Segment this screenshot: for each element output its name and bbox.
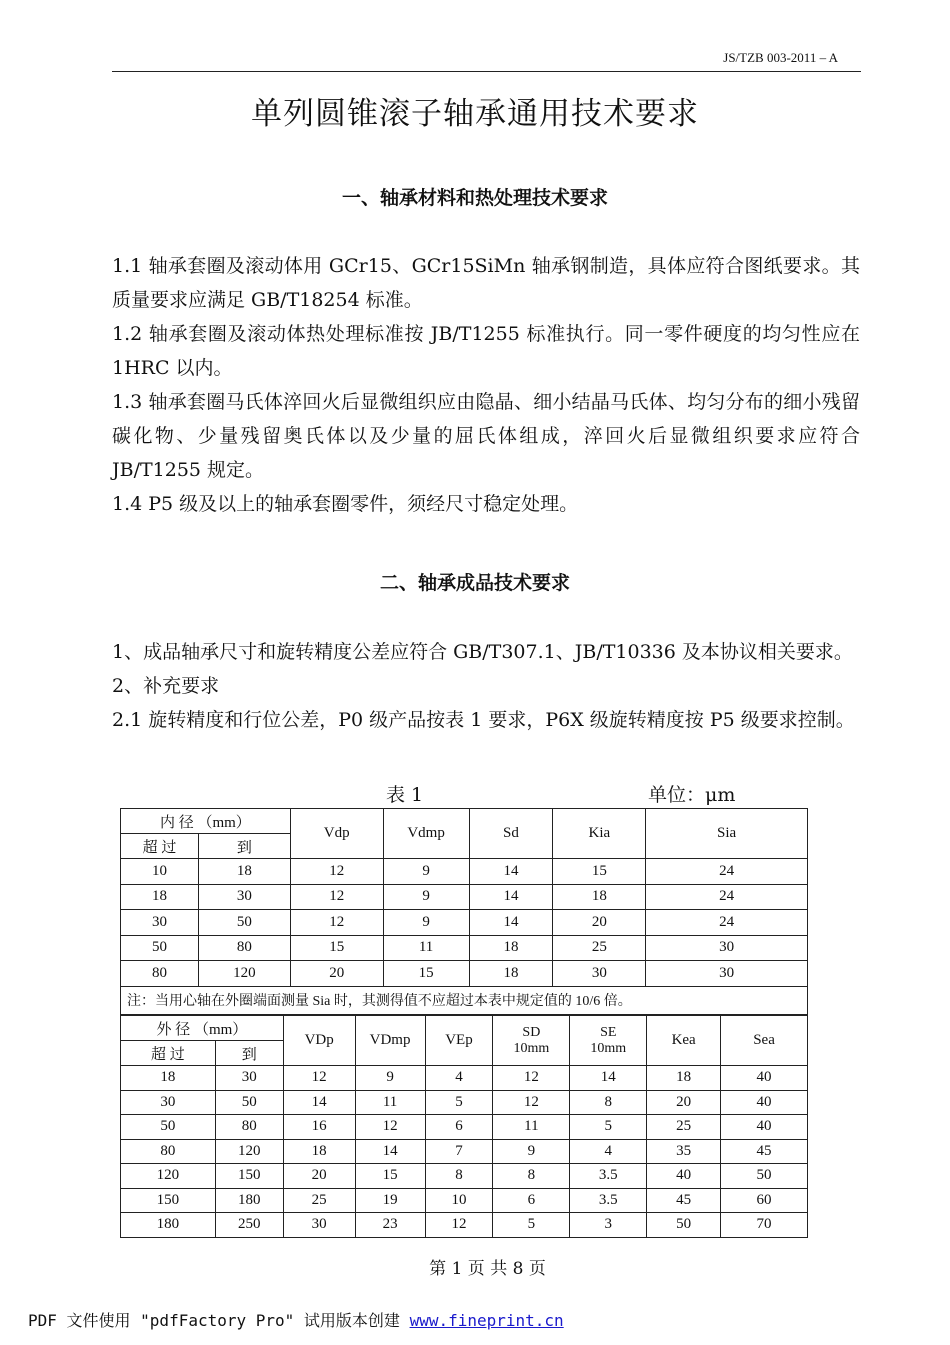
- header-to-outer: 到: [215, 1041, 283, 1066]
- table-cell: 18: [553, 884, 646, 910]
- table-cell: 30: [283, 1213, 355, 1238]
- table-cell: 120: [198, 961, 290, 987]
- header-from-outer: 超 过: [121, 1041, 216, 1066]
- table-row: [121, 884, 808, 910]
- header-vdmp-outer: VDmp: [355, 1016, 425, 1066]
- table-cell: 12: [493, 1066, 570, 1091]
- section1-body: [112, 249, 860, 521]
- table-cell: 11: [355, 1090, 425, 1115]
- header-vdmp: Vdmp: [383, 809, 469, 859]
- table-cell: 15: [355, 1164, 425, 1189]
- table-cell: 180: [121, 1213, 216, 1238]
- table-row: [121, 961, 808, 987]
- paragraph-1-1: 1.1 轴承套圈及滚动体用 GCr15、GCr15SiMn 轴承钢制造，具体应符合图纸要求。其质量要求应满足 GB/T18254 标准。: [112, 255, 860, 311]
- table-cell: 80: [121, 1139, 216, 1164]
- table-cell: 18: [283, 1139, 355, 1164]
- table-row: [121, 1164, 808, 1189]
- header-from: 超 过: [121, 834, 199, 859]
- inner-diameter-header: 内 径 （mm）: [121, 809, 291, 834]
- header-sd-label: SD: [522, 1024, 541, 1040]
- paragraph-2-2: 2、补充要求: [112, 675, 220, 697]
- table-cell: 50: [647, 1213, 721, 1238]
- header-vdp: Vdp: [290, 809, 383, 859]
- table-cell: 15: [290, 935, 383, 961]
- table-cell: 50: [121, 935, 199, 961]
- table-cell: 18: [469, 961, 553, 987]
- table-row: [121, 910, 808, 936]
- table-cell: 12: [290, 910, 383, 936]
- table-cell: 7: [425, 1139, 493, 1164]
- table-cell: 60: [721, 1188, 808, 1213]
- header-kea: Kea: [647, 1016, 721, 1066]
- table-cell: 9: [493, 1139, 570, 1164]
- table-cell: 80: [215, 1115, 283, 1140]
- table-cell: 15: [553, 859, 646, 885]
- header-vdp-outer: VDp: [283, 1016, 355, 1066]
- table-cell: 120: [121, 1164, 216, 1189]
- document-code: JS/TZB 003-2011 – A: [723, 50, 838, 65]
- table-cell: 5: [425, 1090, 493, 1115]
- paragraph-2-1: 1、成品轴承尺寸和旋转精度公差应符合 GB/T307.1、JB/T10336 及本协议相关要求。: [112, 641, 853, 663]
- header-to: 到: [198, 834, 290, 859]
- table-cell: 80: [121, 961, 199, 987]
- table-cell: 50: [121, 1115, 216, 1140]
- table-row: [121, 1066, 808, 1091]
- fineprint-link[interactable]: www.fineprint.cn: [409, 1311, 564, 1330]
- table-cell: 16: [283, 1115, 355, 1140]
- table-cell: 120: [215, 1139, 283, 1164]
- table-cell: 8: [493, 1164, 570, 1189]
- table-cell: 5: [570, 1115, 647, 1140]
- table-cell: 14: [469, 859, 553, 885]
- table-cell: 19: [355, 1188, 425, 1213]
- table-cell: 35: [647, 1139, 721, 1164]
- table-cell: 18: [121, 1066, 216, 1091]
- table-cell: 80: [198, 935, 290, 961]
- header-se: [570, 1016, 647, 1066]
- table-cell: 12: [355, 1115, 425, 1140]
- table-row: [121, 1115, 808, 1140]
- table-cell: 70: [721, 1213, 808, 1238]
- header-vep: VEp: [425, 1016, 493, 1066]
- table1-note: 注：当用心轴在外圈端面测量 Sia 时，其测得值不应超过本表中规定值的 10/6 倍。: [121, 986, 808, 1014]
- table-cell: 12: [425, 1213, 493, 1238]
- table-cell: 18: [647, 1066, 721, 1091]
- table-cell: 23: [355, 1213, 425, 1238]
- header-sia: Sia: [646, 809, 808, 859]
- table-cell: 25: [647, 1115, 721, 1140]
- table-cell: 20: [647, 1090, 721, 1115]
- table-cell: 30: [121, 910, 199, 936]
- table-cell: 25: [553, 935, 646, 961]
- table-cell: 40: [721, 1115, 808, 1140]
- table-row: [121, 859, 808, 885]
- table-cell: 15: [383, 961, 469, 987]
- table-caption-line: [112, 780, 860, 808]
- table-cell: 150: [215, 1164, 283, 1189]
- outer-diameter-header: 外 径 （mm）: [121, 1016, 284, 1041]
- table-cell: 30: [198, 884, 290, 910]
- table-cell: 9: [383, 910, 469, 936]
- table-cell: 14: [355, 1139, 425, 1164]
- table-cell: 18: [121, 884, 199, 910]
- table-cell: 12: [283, 1066, 355, 1091]
- table-cell: 20: [553, 910, 646, 936]
- table-cell: 20: [290, 961, 383, 987]
- pdf-creator-note: [28, 1308, 564, 1331]
- table-cell: 10: [121, 859, 199, 885]
- table-cell: 18: [198, 859, 290, 885]
- table-cell: 14: [283, 1090, 355, 1115]
- table-cell: 9: [355, 1066, 425, 1091]
- table-cell: 50: [215, 1090, 283, 1115]
- page-title: 单列圆锥滚子轴承通用技术要求: [251, 96, 699, 132]
- table-row: [121, 1090, 808, 1115]
- table-cell: 50: [721, 1164, 808, 1189]
- table-cell: 8: [425, 1164, 493, 1189]
- table-cell: 12: [290, 884, 383, 910]
- paragraph-2-3: 2.1 旋转精度和行位公差，P0 级产品按表 1 要求，P6X 级旋转精度按 P5 级要求控制。: [112, 709, 855, 731]
- table-cell: 4: [570, 1139, 647, 1164]
- table-unit: 单位：μm: [648, 784, 736, 806]
- table-cell: 180: [215, 1188, 283, 1213]
- section2-body: [112, 635, 860, 737]
- table-cell: 30: [215, 1066, 283, 1091]
- table-row: [121, 1213, 808, 1238]
- table-cell: 50: [198, 910, 290, 936]
- table-cell: 3.5: [570, 1188, 647, 1213]
- header-rule: [112, 71, 861, 72]
- header-se-label: SE: [600, 1024, 617, 1040]
- paragraph-1-3: 1.3 轴承套圈马氏体淬回火后显微组织应由隐晶、细小结晶马氏体、均匀分布的细小残留碳化物、少量残留奥氏体以及少量的屈氏体组成，淬回火后显微组织要求应符合 JB/T1255 规定。: [112, 391, 860, 481]
- header-sd-unit: 10mm: [513, 1040, 550, 1056]
- outer-diameter-table: [120, 1015, 808, 1238]
- table-cell: 12: [290, 859, 383, 885]
- table-cell: 12: [493, 1090, 570, 1115]
- header-sd: Sd: [469, 809, 553, 859]
- table-cell: 3: [570, 1213, 647, 1238]
- table-cell: 14: [469, 910, 553, 936]
- header-sd-outer: [493, 1016, 570, 1066]
- table-cell: 6: [493, 1188, 570, 1213]
- header-se-unit: 10mm: [590, 1040, 627, 1056]
- table-cell: 10: [425, 1188, 493, 1213]
- table-cell: 11: [383, 935, 469, 961]
- table-cell: 40: [721, 1066, 808, 1091]
- table-cell: 5: [493, 1213, 570, 1238]
- table-cell: 24: [646, 910, 808, 936]
- table-cell: 30: [646, 961, 808, 987]
- table-cell: 40: [647, 1164, 721, 1189]
- table-cell: 40: [721, 1090, 808, 1115]
- section2-heading: 二、轴承成品技术要求: [379, 572, 570, 594]
- table-row: [121, 1188, 808, 1213]
- table-cell: 45: [647, 1188, 721, 1213]
- table-cell: 20: [283, 1164, 355, 1189]
- header-kia: Kia: [553, 809, 646, 859]
- table-cell: 25: [283, 1188, 355, 1213]
- paragraph-1-4: 1.4 P5 级及以上的轴承套圈零件，须经尺寸稳定处理。: [112, 493, 579, 515]
- section1-heading: 一、轴承材料和热处理技术要求: [341, 187, 608, 209]
- table-cell: 14: [469, 884, 553, 910]
- table-cell: 30: [121, 1090, 216, 1115]
- table-cell: 250: [215, 1213, 283, 1238]
- table-row: [121, 935, 808, 961]
- table-cell: 14: [570, 1066, 647, 1091]
- pdf-note-text: PDF 文件使用 "pdfFactory Pro" 试用版本创建: [28, 1311, 410, 1330]
- paragraph-1-2: 1.2 轴承套圈及滚动体热处理标准按 JB/T1255 标准执行。同一零件硬度的均匀性应在 1HRC 以内。: [112, 323, 860, 379]
- table-cell: 9: [383, 859, 469, 885]
- table-cell: 30: [553, 961, 646, 987]
- table-cell: 6: [425, 1115, 493, 1140]
- inner-diameter-table: [120, 808, 808, 1015]
- table-cell: 4: [425, 1066, 493, 1091]
- table-caption: 表 1: [386, 784, 424, 806]
- table-cell: 150: [121, 1188, 216, 1213]
- table-cell: 8: [570, 1090, 647, 1115]
- table-cell: 45: [721, 1139, 808, 1164]
- table-cell: 30: [646, 935, 808, 961]
- table-cell: 11: [493, 1115, 570, 1140]
- table-cell: 9: [383, 884, 469, 910]
- header-sea: Sea: [721, 1016, 808, 1066]
- table-row: [121, 1139, 808, 1164]
- table-cell: 24: [646, 884, 808, 910]
- table-cell: 24: [646, 859, 808, 885]
- table-cell: 18: [469, 935, 553, 961]
- page-number: 第 1 页 共 8 页: [429, 1259, 546, 1279]
- table-cell: 3.5: [570, 1164, 647, 1189]
